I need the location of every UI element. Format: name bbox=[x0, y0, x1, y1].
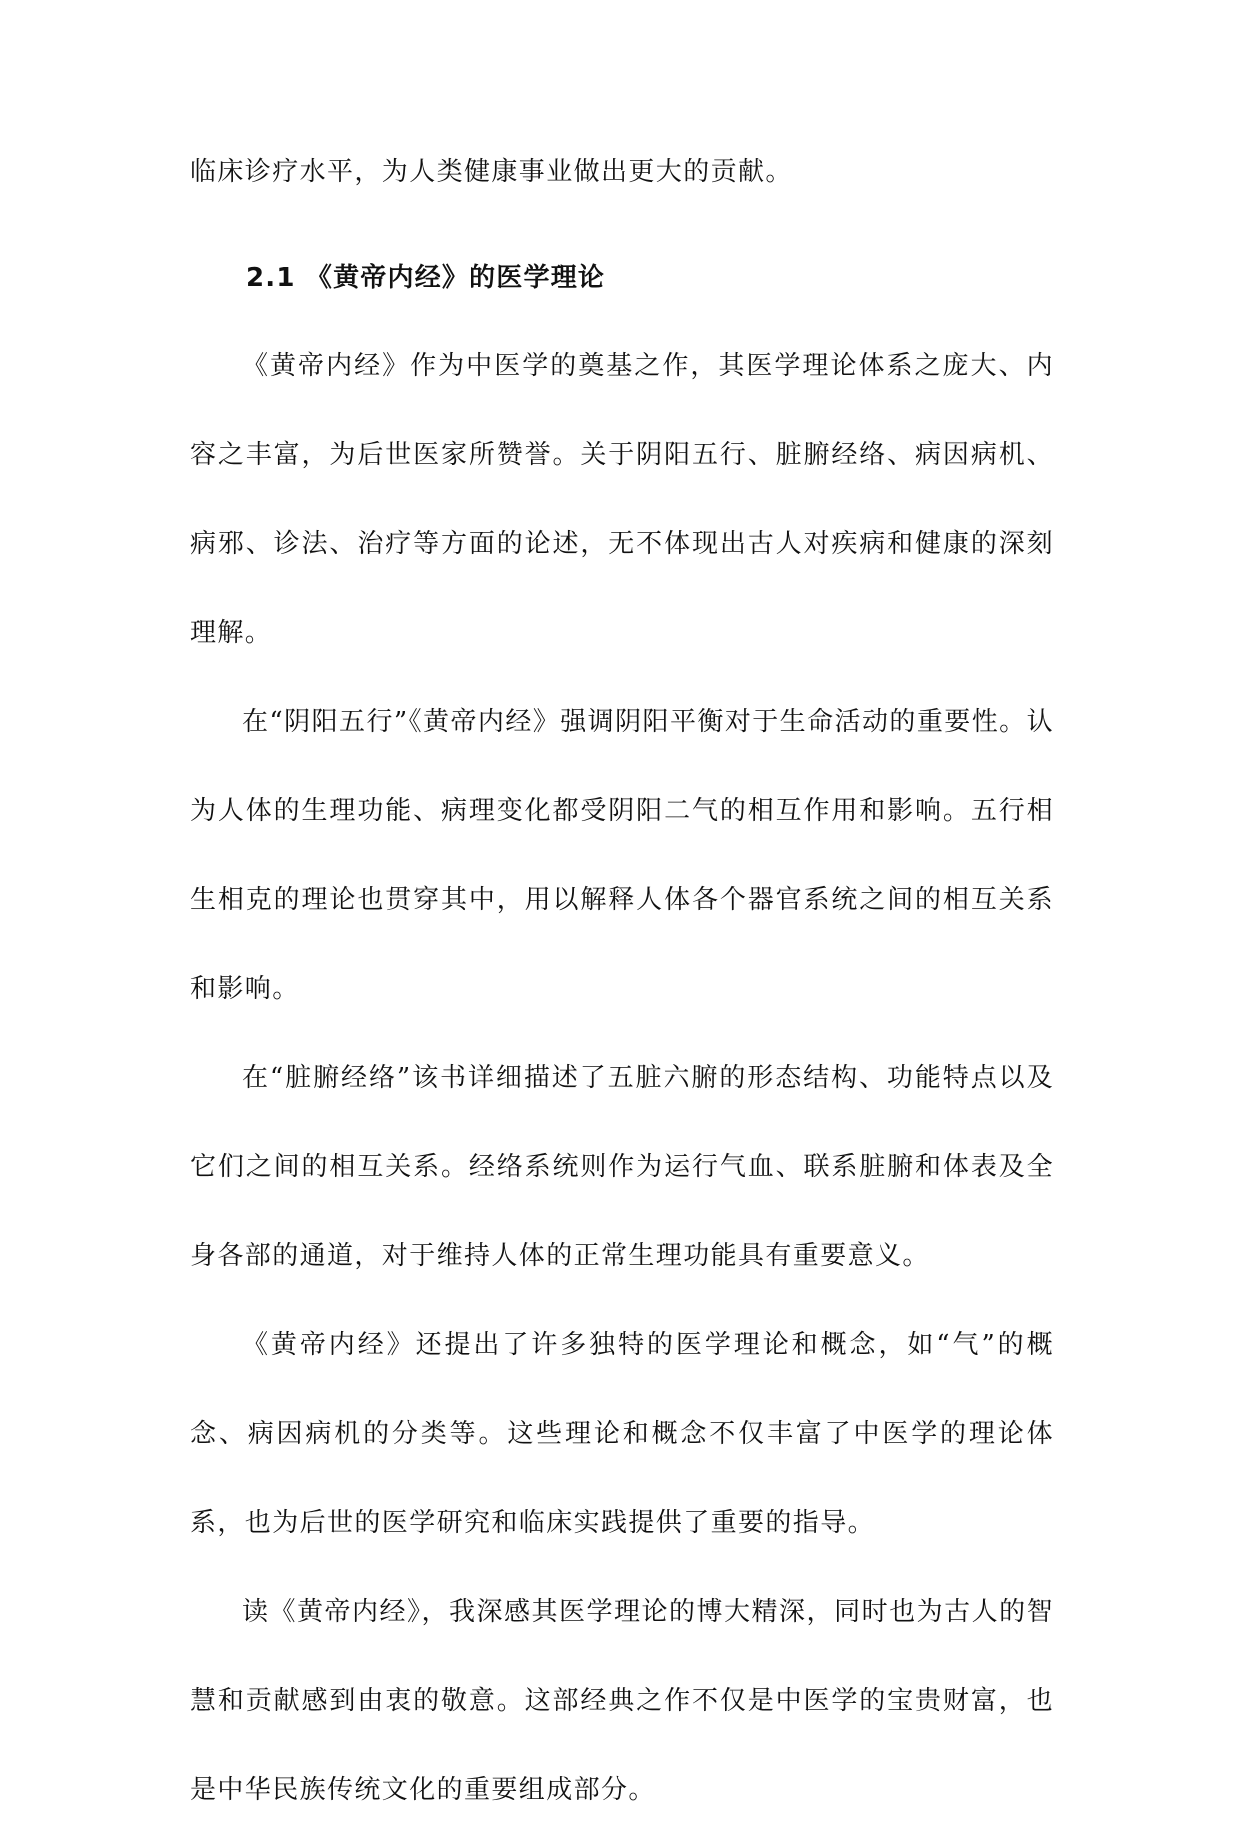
body-paragraph: 读《黄帝内经》，我深感其医学理论的博大精深，同时也为古人的智慧和贡献感到由衷的敬意。这部经典之作不仅是中医学的宝贵财富，也是中华民族传统文化的重要组成部分。 bbox=[190, 1597, 1054, 1805]
section-heading: 2.1 《黄帝内经》的医学理论 bbox=[246, 263, 606, 293]
body-paragraph: 在“阴阳五行”《黄帝内经》强调阴阳平衡对于生命活动的重要性。认为人体的生理功能、病理变化都受阴阳二气的相互作用和影响。五行相生相克的理论也贯穿其中，用以解释人体各个器官系统之间的相互关系和影响。 bbox=[190, 707, 1054, 1004]
body-paragraph: 在“脏腑经络”该书详细描述了五脏六腑的形态结构、功能特点以及它们之间的相互关系。经络系统则作为运行气血、联系脏腑和体表及全身各部的通道，对于维持人体的正常生理功能具有重要意义。 bbox=[190, 1063, 1054, 1271]
carry-over-paragraph: 临床诊疗水平，为人类健康事业做出更大的贡献。 bbox=[190, 157, 793, 187]
body-paragraph: 《黄帝内经》还提出了许多独特的医学理论和概念，如“气”的概念、病因病机的分类等。这些理论和概念不仅丰富了中医学的理论体系，也为后世的医学研究和临床实践提供了重要的指导。 bbox=[190, 1330, 1054, 1538]
body-paragraph: 《黄帝内经》作为中医学的奠基之作，其医学理论体系之庞大、内容之丰富，为后世医家所赞誉。关于阴阳五行、脏腑经络、病因病机、病邪、诊法、治疗等方面的论述，无不体现出古人对疾病和健康的深刻理解。 bbox=[190, 351, 1054, 648]
section-body bbox=[190, 322, 1054, 1835]
